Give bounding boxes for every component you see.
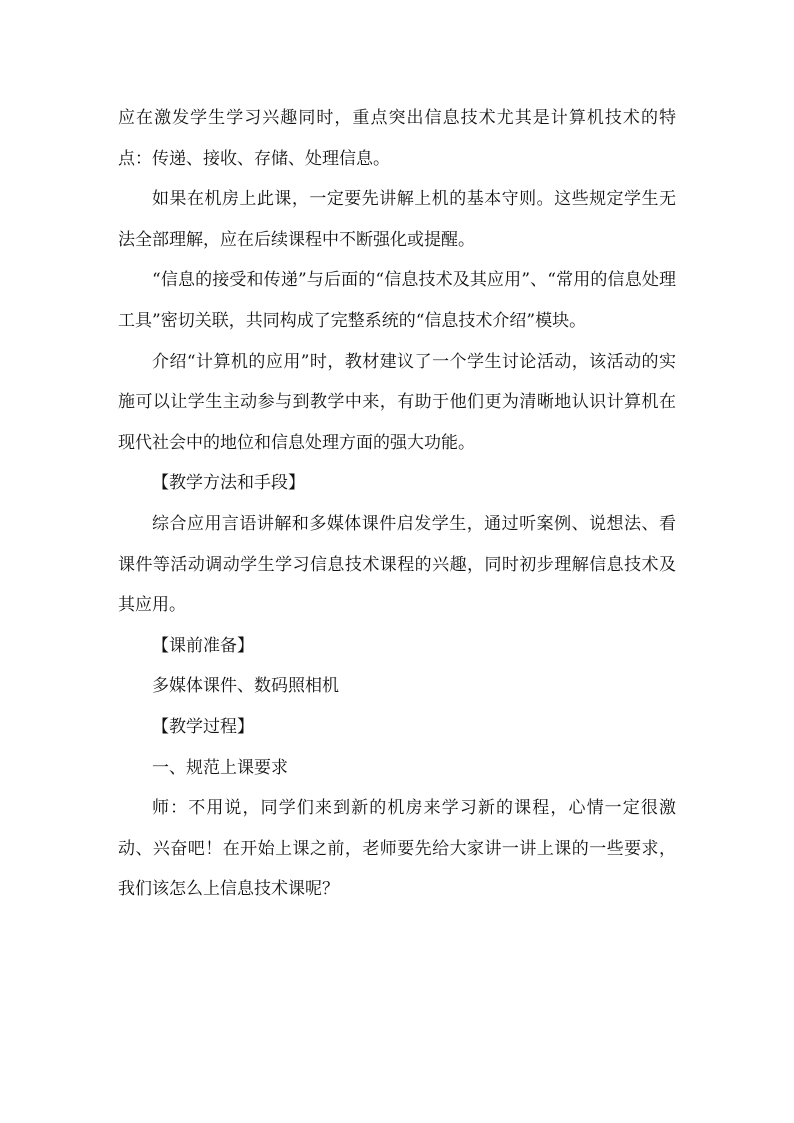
paragraph-module-relation: “信息的接受和传递”与后面的“信息技术及其应用”、“常用的信息处理工具”密切关联，共同构成了完整系统的“信息技术介绍”模块。: [118, 270, 676, 331]
section-heading-preparation: 【课前准备】: [152, 635, 254, 656]
section-heading-process: 【教学过程】: [152, 716, 254, 737]
document-body: [118, 98, 676, 910]
paragraph-preparation: 多媒体课件、数码照相机: [152, 676, 339, 697]
section-heading-methods: 【教学方法和手段】: [152, 473, 305, 494]
paragraph-lab-rules: 如果在机房上此课，一定要先讲解上机的基本守则。这些规定学生无法全部理解，应在后续课程中不断强化或提醒。: [118, 189, 676, 250]
paragraph-computer-application: 介绍“计算机的应用”时，教材建议了一个学生讨论活动，该活动的实施可以让学生主动参与到教学中来，有助于他们更为清晰地认识计算机在现代社会中的地位和信息处理方面的强大功能。: [118, 351, 676, 453]
paragraph-methods: 综合应用言语讲解和多媒体课件启发学生，通过听案例、说想法、看课件等活动调动学生学习信息技术课程的兴趣，同时初步理解信息技术及其应用。: [118, 513, 676, 616]
paragraph-teacher-speech: 师：不用说，同学们来到新的机房来学习新的课程，心情一定很激动、兴奋吧！在开始上课之前，老师要先给大家讲一讲上课的一些要求，我们该怎么上信息技术课呢？: [118, 798, 676, 900]
paragraph-continued: 应在激发学生学习兴趣同时，重点突出信息技术尤其是计算机技术的特点：传递、接收、存储、处理信息。: [118, 108, 676, 169]
subheading-class-rules: 一、规范上课要求: [152, 757, 288, 778]
